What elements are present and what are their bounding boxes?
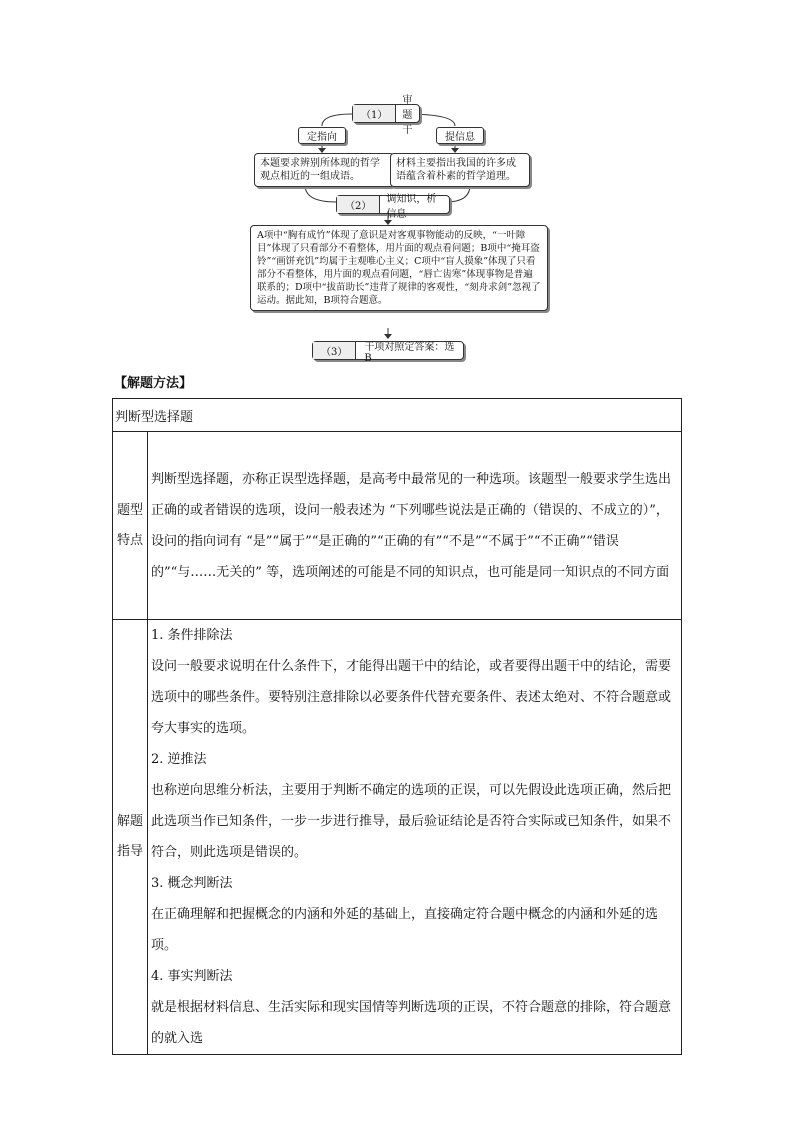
method-table	[112, 398, 682, 1055]
right-tag: 提信息	[436, 127, 484, 144]
table-header: 判断型选择题	[113, 399, 682, 432]
step3-number: （3）	[313, 342, 356, 359]
features-text: 判断型选择题，亦称正误型选择题，是高考中最常见的一种选项。该题型一般要求学生选出正确的或者错误的选项，设问一般表述为 “下列哪些说法是正确的（错误的、不成立的）”，设问的指向词有 “是”“属于”“是正确的”“正确的有”“不是”“不属于”“不正确”“错误的”“与……无关的” 等，选项阐述的可能是不同的知识点，也可能是同一知识点的不同方面	[151, 471, 672, 580]
step2-pill	[336, 193, 450, 220]
row-label-features	[113, 432, 148, 620]
row-content-features	[148, 432, 682, 620]
method-text: 在正确理解和把握概念的内涵和外延的基础上，直接确定符合题中概念的内涵和外延的选项。	[151, 907, 659, 953]
method-title: 1. 条件排除法	[151, 628, 233, 643]
method-title: 3. 概念判断法	[151, 876, 233, 891]
table-header-row	[113, 399, 682, 432]
step3-pill	[312, 341, 464, 364]
method-text: 就是根据材料信息、生活实际和现实国情等判断选项的正误，不符合题意的排除，符合题意的就入选	[151, 1000, 672, 1046]
method-title: 2. 逆推法	[151, 752, 207, 767]
step1-pill	[352, 95, 420, 136]
step3-label: 干项对照定答案：选B	[364, 341, 455, 364]
row-content-guide	[148, 620, 682, 1055]
table-row-features	[113, 432, 682, 620]
step2-number: （2）	[337, 196, 380, 213]
step1-number: （1）	[353, 105, 396, 122]
method-text: 设问一般要求说明在什么条件下，才能得出题干中的结论，或者要得出题干中的结论，需要选项中的哪些条件。要特别注意排除以必要条件代替充要条件、表述太绝对、不符合题意或夸大事实的选项。	[151, 659, 672, 736]
method-title: 4. 事实判断法	[151, 969, 233, 984]
left-info-box: 本题要求辨别所体现的哲学观点相近的一组成语。	[254, 153, 394, 187]
row-label-text: 题型特点	[116, 502, 143, 548]
analysis-box: A项中“胸有成竹”体现了意识是对客观事物能动的反映，“一叶障目”体现了只看部分不看整体，用片面的观点看问题；B项中“掩耳盗铃”“画饼充饥”均属于主观唯心主义；C项中“盲人摸象”体现了只看部分不看整体，用片面的观点看问题，“唇亡齿寒”体现事物是普遍联系的；D项中“拔苗助长”违背了规律的客观性，“刻舟求剑”忽视了运动。据此知，B项符合题意。	[250, 225, 548, 311]
step2-label: 调知识，析信息	[386, 193, 437, 220]
method-text: 也称逆向思维分析法，主要用于判断不确定的选项的正误，可以先假设此选项正确，然后把此选项当作已知条件，一步一步进行推导，最后验证结论是否符合实际或已知条件，如果不符合，则此选项是错误的。	[151, 783, 672, 860]
section-title: 【解题方法】	[114, 376, 193, 391]
row-label-guide	[113, 620, 148, 1055]
step1-label: 审题干	[402, 95, 413, 136]
right-info-box: 材料主要指出我国的许多成语蕴含着朴素的哲学道理。	[390, 153, 530, 187]
left-tag: 定指向	[298, 127, 346, 144]
table-row-guide	[113, 620, 682, 1055]
row-label-text: 解题指导	[116, 814, 143, 859]
